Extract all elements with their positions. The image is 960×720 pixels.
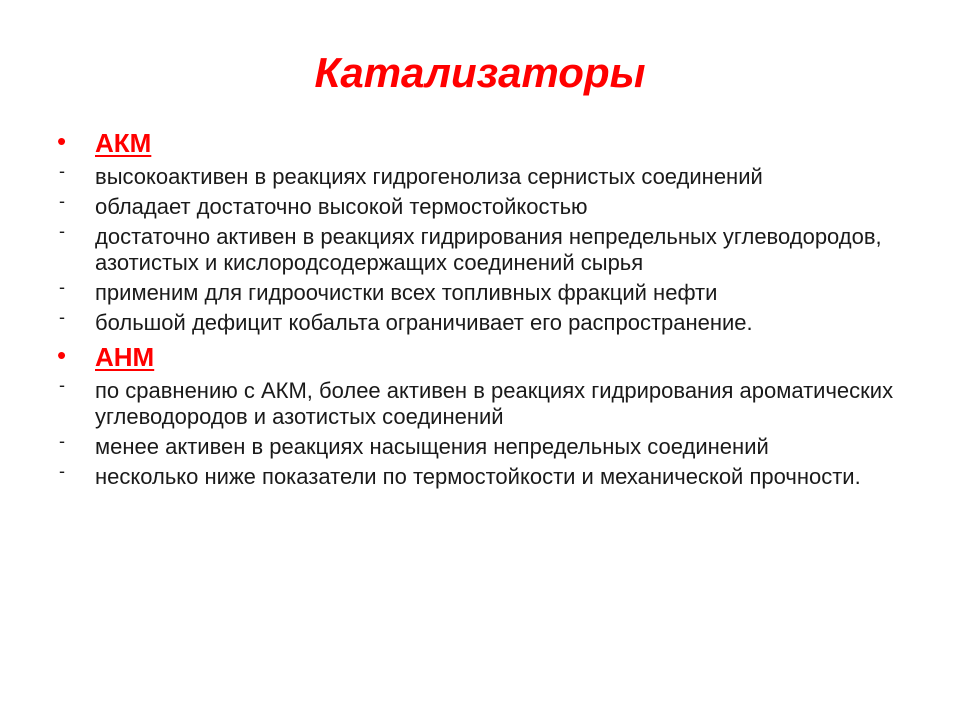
list-item-text: менее активен в реакциях насыщения непредельных соединений — [95, 434, 769, 459]
dash-icon: - — [59, 221, 65, 241]
section-akm — [57, 126, 917, 336]
list-item-text: высокоактивен в реакциях гидрогенолиза сернистых соединений — [95, 164, 763, 189]
list-item-text: обладает достаточно высокой термостойкостью — [95, 194, 588, 219]
list-item — [57, 375, 917, 430]
list-item — [57, 431, 917, 460]
dash-icon: - — [59, 431, 65, 451]
section-label-anm: АНМ — [95, 342, 155, 372]
list-item-text: большой дефицит кобальта ограничивает его распространение. — [95, 310, 753, 335]
dash-icon: - — [59, 307, 65, 327]
slide-title: Катализаторы — [314, 49, 646, 96]
list-item-text: достаточно активен в реакциях гидрирования непредельных углеводородов, азотистых и кислородсодержащих соединений сырья — [95, 224, 882, 275]
slide-body — [57, 126, 917, 494]
list-item — [57, 191, 917, 220]
dash-icon: - — [59, 277, 65, 297]
dash-icon: - — [59, 161, 65, 181]
section-label-akm: АКМ — [95, 128, 152, 158]
dash-icon: - — [59, 191, 65, 211]
list-item-text: применим для гидроочистки всех топливных фракций нефти — [95, 280, 718, 305]
bullet-icon: • — [57, 340, 67, 370]
list-item-text: несколько ниже показатели по термостойкости и механической прочности. — [95, 464, 861, 489]
bullet-icon: • — [57, 126, 67, 156]
dash-icon: - — [59, 461, 65, 481]
section-heading — [57, 126, 917, 164]
section-anm — [57, 340, 917, 490]
list-item — [57, 307, 917, 336]
list-item-text: по сравнению с АКМ, более активен в реакциях гидрирования ароматических углеводородов и азотистых соединений — [95, 378, 894, 429]
list-item — [57, 461, 917, 490]
list-item — [57, 161, 917, 190]
list-item — [57, 221, 917, 276]
section-heading — [57, 340, 917, 378]
list-item — [57, 277, 917, 306]
dash-icon: - — [59, 375, 65, 395]
